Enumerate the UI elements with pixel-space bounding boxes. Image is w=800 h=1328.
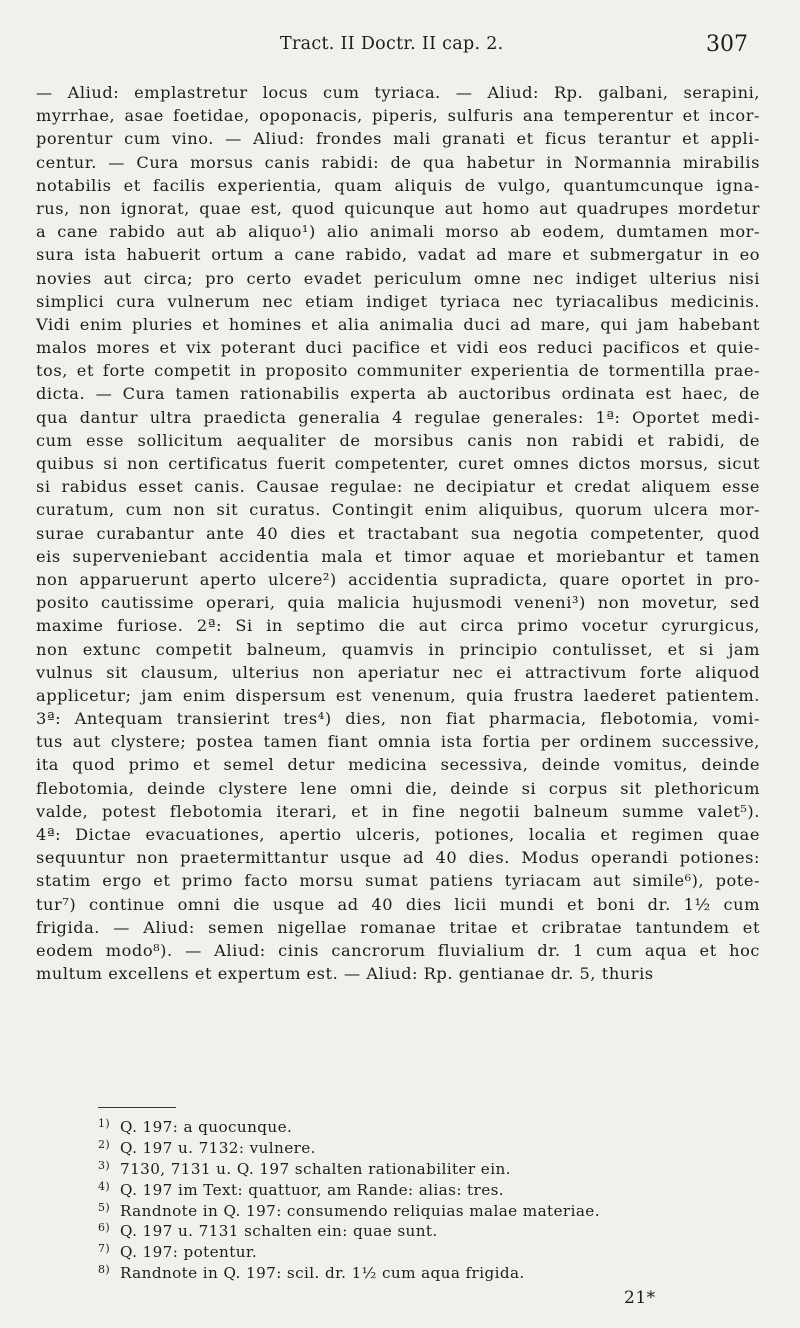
text-line: dicta. — Cura tamen rationabilis experta ab auctoribus ordinata est haec, de [36,384,760,404]
text-line: curatum, cum non sit curatus. Contingit enim aliquibus, quorum ulcera mor- [36,500,760,520]
footnote-mark: 2) [98,1137,111,1151]
footnote-mark: 8) [98,1263,111,1277]
footnote-rule [98,1107,176,1108]
footnote-text: Q. 197 im Text: quattuor, am Rande: alias: tres. [120,1180,505,1199]
text-line: maxime furiose. 2ª: Si in septimo die aut circa primo vocetur cyrurgicus, [36,616,760,636]
text-line: myrrhae, asae foetidae, opoponacis, piperis, sulfuris ana temperentur et incor- [36,106,760,126]
text-line: surae curabantur ante 40 dies et tractabant sua negotia competenter, quod [36,523,760,543]
footnote-mark: 3) [98,1158,111,1172]
text-line: flebotomia, deinde clystere lene omni die, deinde si corpus sit plethoricum [36,778,760,798]
text-line: eis superveniebant accidentia mala et timor aquae et moriebantur et tamen [36,546,760,566]
running-head: Tract. II Doctr. II cap. 2. [280,34,504,54]
footnote [98,1260,698,1281]
footnote [98,1135,698,1156]
footnote [98,1177,698,1198]
text-line: quibus si non certificatus fuerit competenter, curet omnes dictos morsus, sicut [36,454,760,473]
text-line: valde, potest flebotomia iterari, et in fine negotii balneum summe valet⁵). [36,801,760,821]
text-line: centur. — Cura morsus canis rabidi: de qua habetur in Normannia mirabilis [36,152,760,172]
text-line: non apparuerunt aperto ulcere²) accidentia supradicta, quare oportet in pro- [36,569,760,589]
text-line: simplici cura vulnerum nec etiam indiget tyriaca nec tyriacalibus medicinis. [36,291,760,311]
footnote-text: Randnote in Q. 197: consumendo reliquias malae materiae. [120,1201,600,1220]
text-line: — Aliud: emplastretur locus cum tyriaca. — Aliud: Rp. galbani, serapini, [36,83,760,102]
text-line: tus aut clystere; postea tamen fiant omnia ista fortia per ordinem successive, [36,732,760,752]
footnote [98,1198,698,1219]
text-line: applicetur; jam enim dispersum est venenum, quia frustra laederet patientem. [36,685,760,705]
text-line: novies aut circa; pro certo evadet periculum omne nec indiget ulterius nisi [36,268,760,288]
footnote-text: Q. 197: a quocunque. [120,1118,293,1136]
footnote [98,1239,698,1260]
footnote-mark: 5) [98,1200,111,1214]
text-line: Vidi enim pluries et homines et alia animalia duci ad mare, qui jam habebant [36,314,760,334]
text-line: ita quod primo et semel detur medicina secessiva, deinde vomitus, deinde [36,755,760,775]
text-line: qua dantur ultra praedicta generalia 4 regulae generales: 1ª: Oportet medi- [36,407,760,427]
footnote-mark: 7) [98,1242,111,1256]
text-line: tos, et forte competit in proposito communiter experientia de tormentilla prae- [36,361,760,381]
text-line: tur⁷) continue omni die usque ad 40 dies licii mundi et boni dr. 1½ cum [36,894,760,914]
text-line: frigida. — Aliud: semen nigellae romanae tritae et cribratae tantundem et [36,917,760,937]
text-line: sura ista habuerit ortum a cane rabido, vadat ad mare et submergatur in eo [36,245,760,265]
text-line: eodem modo⁸). — Aliud: cinis cancrorum fluvialium dr. 1 cum aqua et hoc [36,940,760,960]
text-line: rus, non ignorat, quae est, quod quicunque aut homo aut quadrupes mordetur [36,198,760,218]
text-line: malos mores et vix poterant duci pacifice et vidi eos reduci pacificos et quie- [36,338,760,358]
footnote-mark: 1) [98,1117,111,1130]
text-line: statim ergo et primo facto morsu sumat patiens tyriacam aut simile⁶), pote- [36,871,760,891]
footnote-mark: 6) [98,1221,111,1235]
footnote-text: Q. 197: potentur. [120,1243,258,1262]
text-line: non extunc competit balneum, quamvis in principio contulisset, et si jam [36,639,760,659]
page-number: 307 [706,32,748,57]
footnote-text: Q. 197 u. 7131 schalten ein: quae sunt. [120,1222,438,1241]
text-line: sequuntur non praetermittantur usque ad 40 dies. Modus operandi potiones: [36,848,760,868]
main-text [36,81,760,985]
footnotes [98,1114,698,1281]
footnote-text: Randnote in Q. 197: scil. dr. 1½ cum aqua frigida. [120,1264,525,1283]
text-line: si rabidus esset canis. Causae regulae: ne decipiatur et credat aliquem esse [36,477,760,497]
text-line: vulnus sit clausum, ulterius non aperiatur nec ei attractivum forte aliquod [36,662,760,682]
text-line: porentur cum vino. — Aliud: frondes mali granati et ficus terantur et appli- [36,129,760,149]
footnote-text: Q. 197 u. 7132: vulnere. [120,1138,316,1157]
footnote-text: 7130, 7131 u. Q. 197 schalten rationabiliter ein. [120,1159,511,1178]
text-line: multum excellens et expertum est. — Aliud: Rp. gentianae dr. 5, thuris [36,964,654,984]
text-line: posito cautissime operari, quia malicia hujusmodi veneni³) non movetur, sed [36,593,760,613]
page-header [0,34,800,60]
text-line: 3ª: Antequam transierint tres⁴) dies, non fiat pharmacia, flebotomia, vomi- [36,709,760,729]
text-line: cum esse sollicitum aequaliter de morsibus canis non rabidi et rabidi, de [36,430,760,450]
footnote [98,1218,698,1239]
text-line: a cane rabido aut ab aliquo¹) alio animali morso ab eodem, dumtamen mor- [36,222,760,242]
footnote-mark: 4) [98,1179,111,1193]
text-line: notabilis et facilis experientia, quam aliquis de vulgo, quantumcunque igna- [36,175,760,195]
text-line: 4ª: Dictae evacuationes, apertio ulceris, potiones, localia et regimen quae [36,825,760,844]
footnote [98,1114,698,1135]
printer-signature: 21* [624,1288,656,1308]
footnote [98,1156,698,1177]
